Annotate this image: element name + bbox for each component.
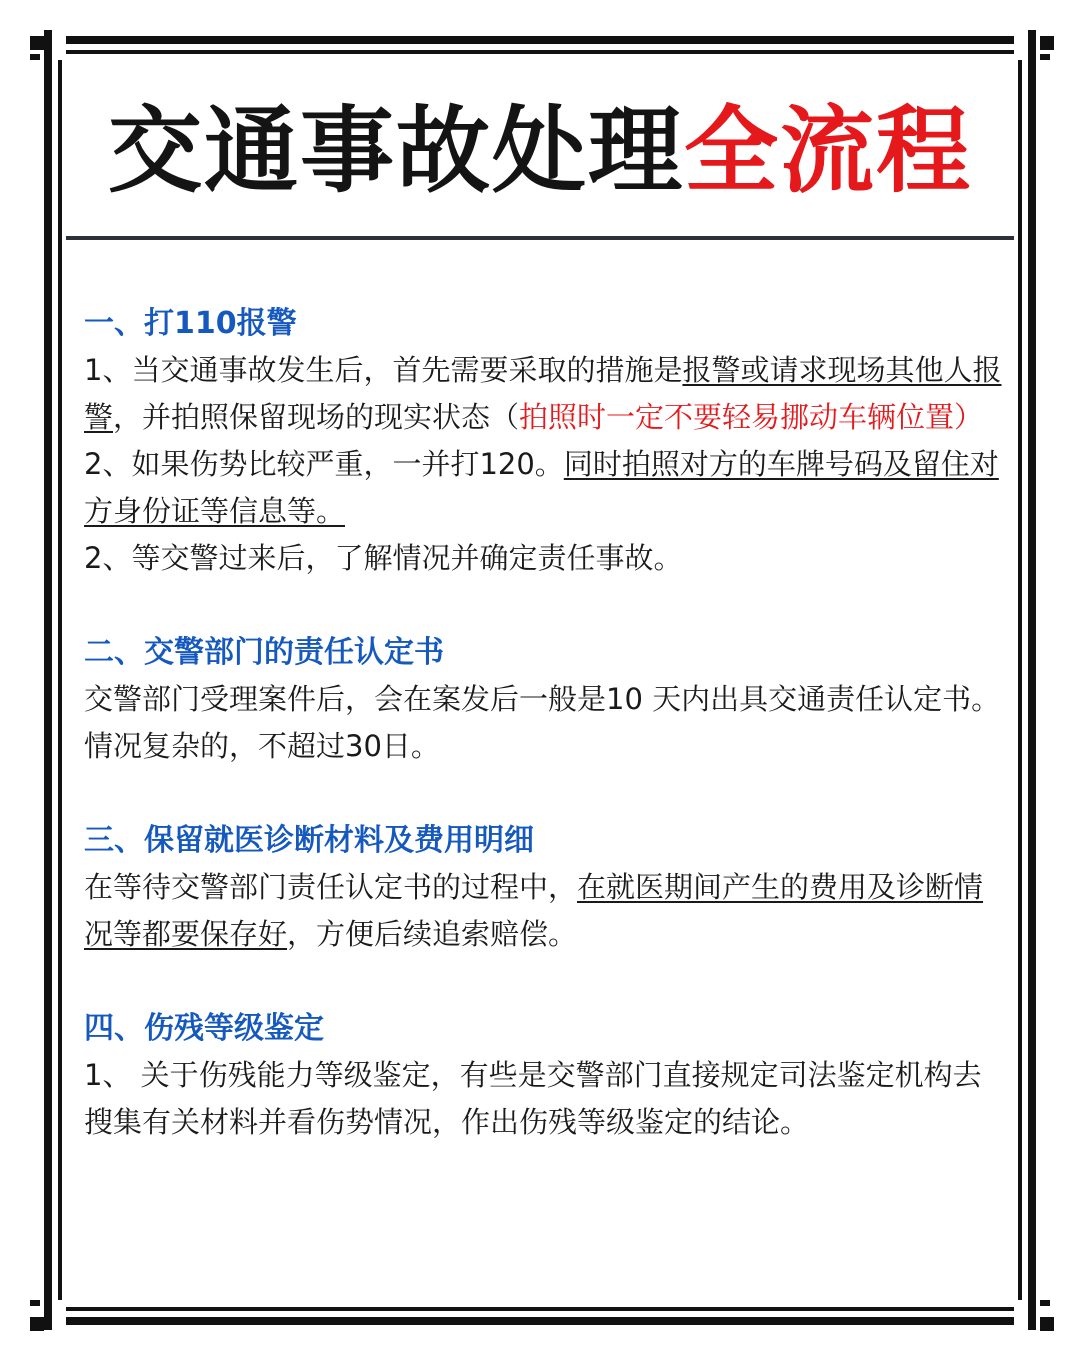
article-body (84, 300, 1004, 1193)
frame-corner-br-b (1040, 1300, 1050, 1306)
section-disability-assessment (84, 1005, 1004, 1146)
warning-text-close: ） (954, 400, 984, 434)
paragraph (84, 535, 1004, 582)
text-run: 1、当交通事故发生后，首先需要采取的措施是 (84, 353, 683, 387)
warning-text: 拍照时一定不要轻易挪动车辆位置 (519, 400, 955, 434)
frame-corner-tl-a (30, 36, 44, 50)
title-red-part: 全流程 (684, 96, 973, 206)
paragraph (84, 347, 1004, 441)
frame-corner-br-a (1040, 1317, 1054, 1331)
frame-corner-tr-b (1040, 54, 1050, 60)
text-run: 2、如果伤势比较严重，一并打120。 (84, 447, 564, 481)
section-heading: 一、打110报警 (84, 306, 297, 341)
frame-top-inner (66, 50, 1014, 54)
paragraph (84, 441, 1004, 535)
section-heading: 二、交警部门的责任认定书 (84, 635, 444, 670)
frame-bottom-outer (66, 1317, 1014, 1325)
text-run: ，并拍照保留现场的现实状态（ (113, 400, 520, 434)
section-heading: 四、伤残等级鉴定 (84, 1011, 324, 1046)
page-title (0, 92, 1080, 210)
frame-corner-bl-b (30, 1300, 40, 1306)
section-heading: 三、保留就医诊断材料及费用明细 (84, 823, 534, 858)
text-run: 1、 关于伤残能力等级鉴定，有些是交警部门直接规定司法鉴定机构去搜集有关材料并看伤势情况，作出伤残等级鉴定的结论。 (84, 1058, 982, 1139)
underlined-text: 报警或请求现场其他人报警 (84, 353, 1002, 434)
frame-right-outer (1028, 30, 1036, 1330)
frame-corner-bl-a (30, 1317, 44, 1331)
section-liability-report (84, 629, 1004, 770)
section-call-police (84, 300, 1004, 582)
frame-left-inner (58, 60, 62, 1300)
frame-left-outer (44, 30, 52, 1330)
frame-corner-tr-a (1040, 36, 1054, 50)
underlined-text: 在就医期间产生的费用及诊断情况等都要保存好 (84, 870, 984, 951)
title-divider (66, 236, 1014, 240)
text-run: ，方便后续追索赔偿。 (287, 917, 578, 951)
text-run: 交警部门受理案件后，会在案发后一般是10 天内出具交通责任认定书。情况复杂的，不超过30日。 (84, 682, 1001, 763)
frame-right-inner (1018, 60, 1022, 1300)
paragraph (84, 864, 1004, 958)
paragraph (84, 676, 1004, 770)
frame-corner-tl-b (30, 54, 40, 60)
underlined-text: 同时拍照对方的车牌号码及留住对方身份证等信息等。 (84, 447, 999, 528)
title-black-part: 交通事故处理 (107, 96, 684, 206)
text-run: 2、等交警过来后，了解情况并确定责任事故。 (84, 541, 683, 575)
frame-top-outer (66, 36, 1014, 44)
section-medical-records (84, 817, 1004, 958)
frame-bottom-inner (66, 1307, 1014, 1311)
paragraph (84, 1052, 1004, 1146)
text-run: 在等待交警部门责任认定书的过程中， (84, 870, 578, 904)
